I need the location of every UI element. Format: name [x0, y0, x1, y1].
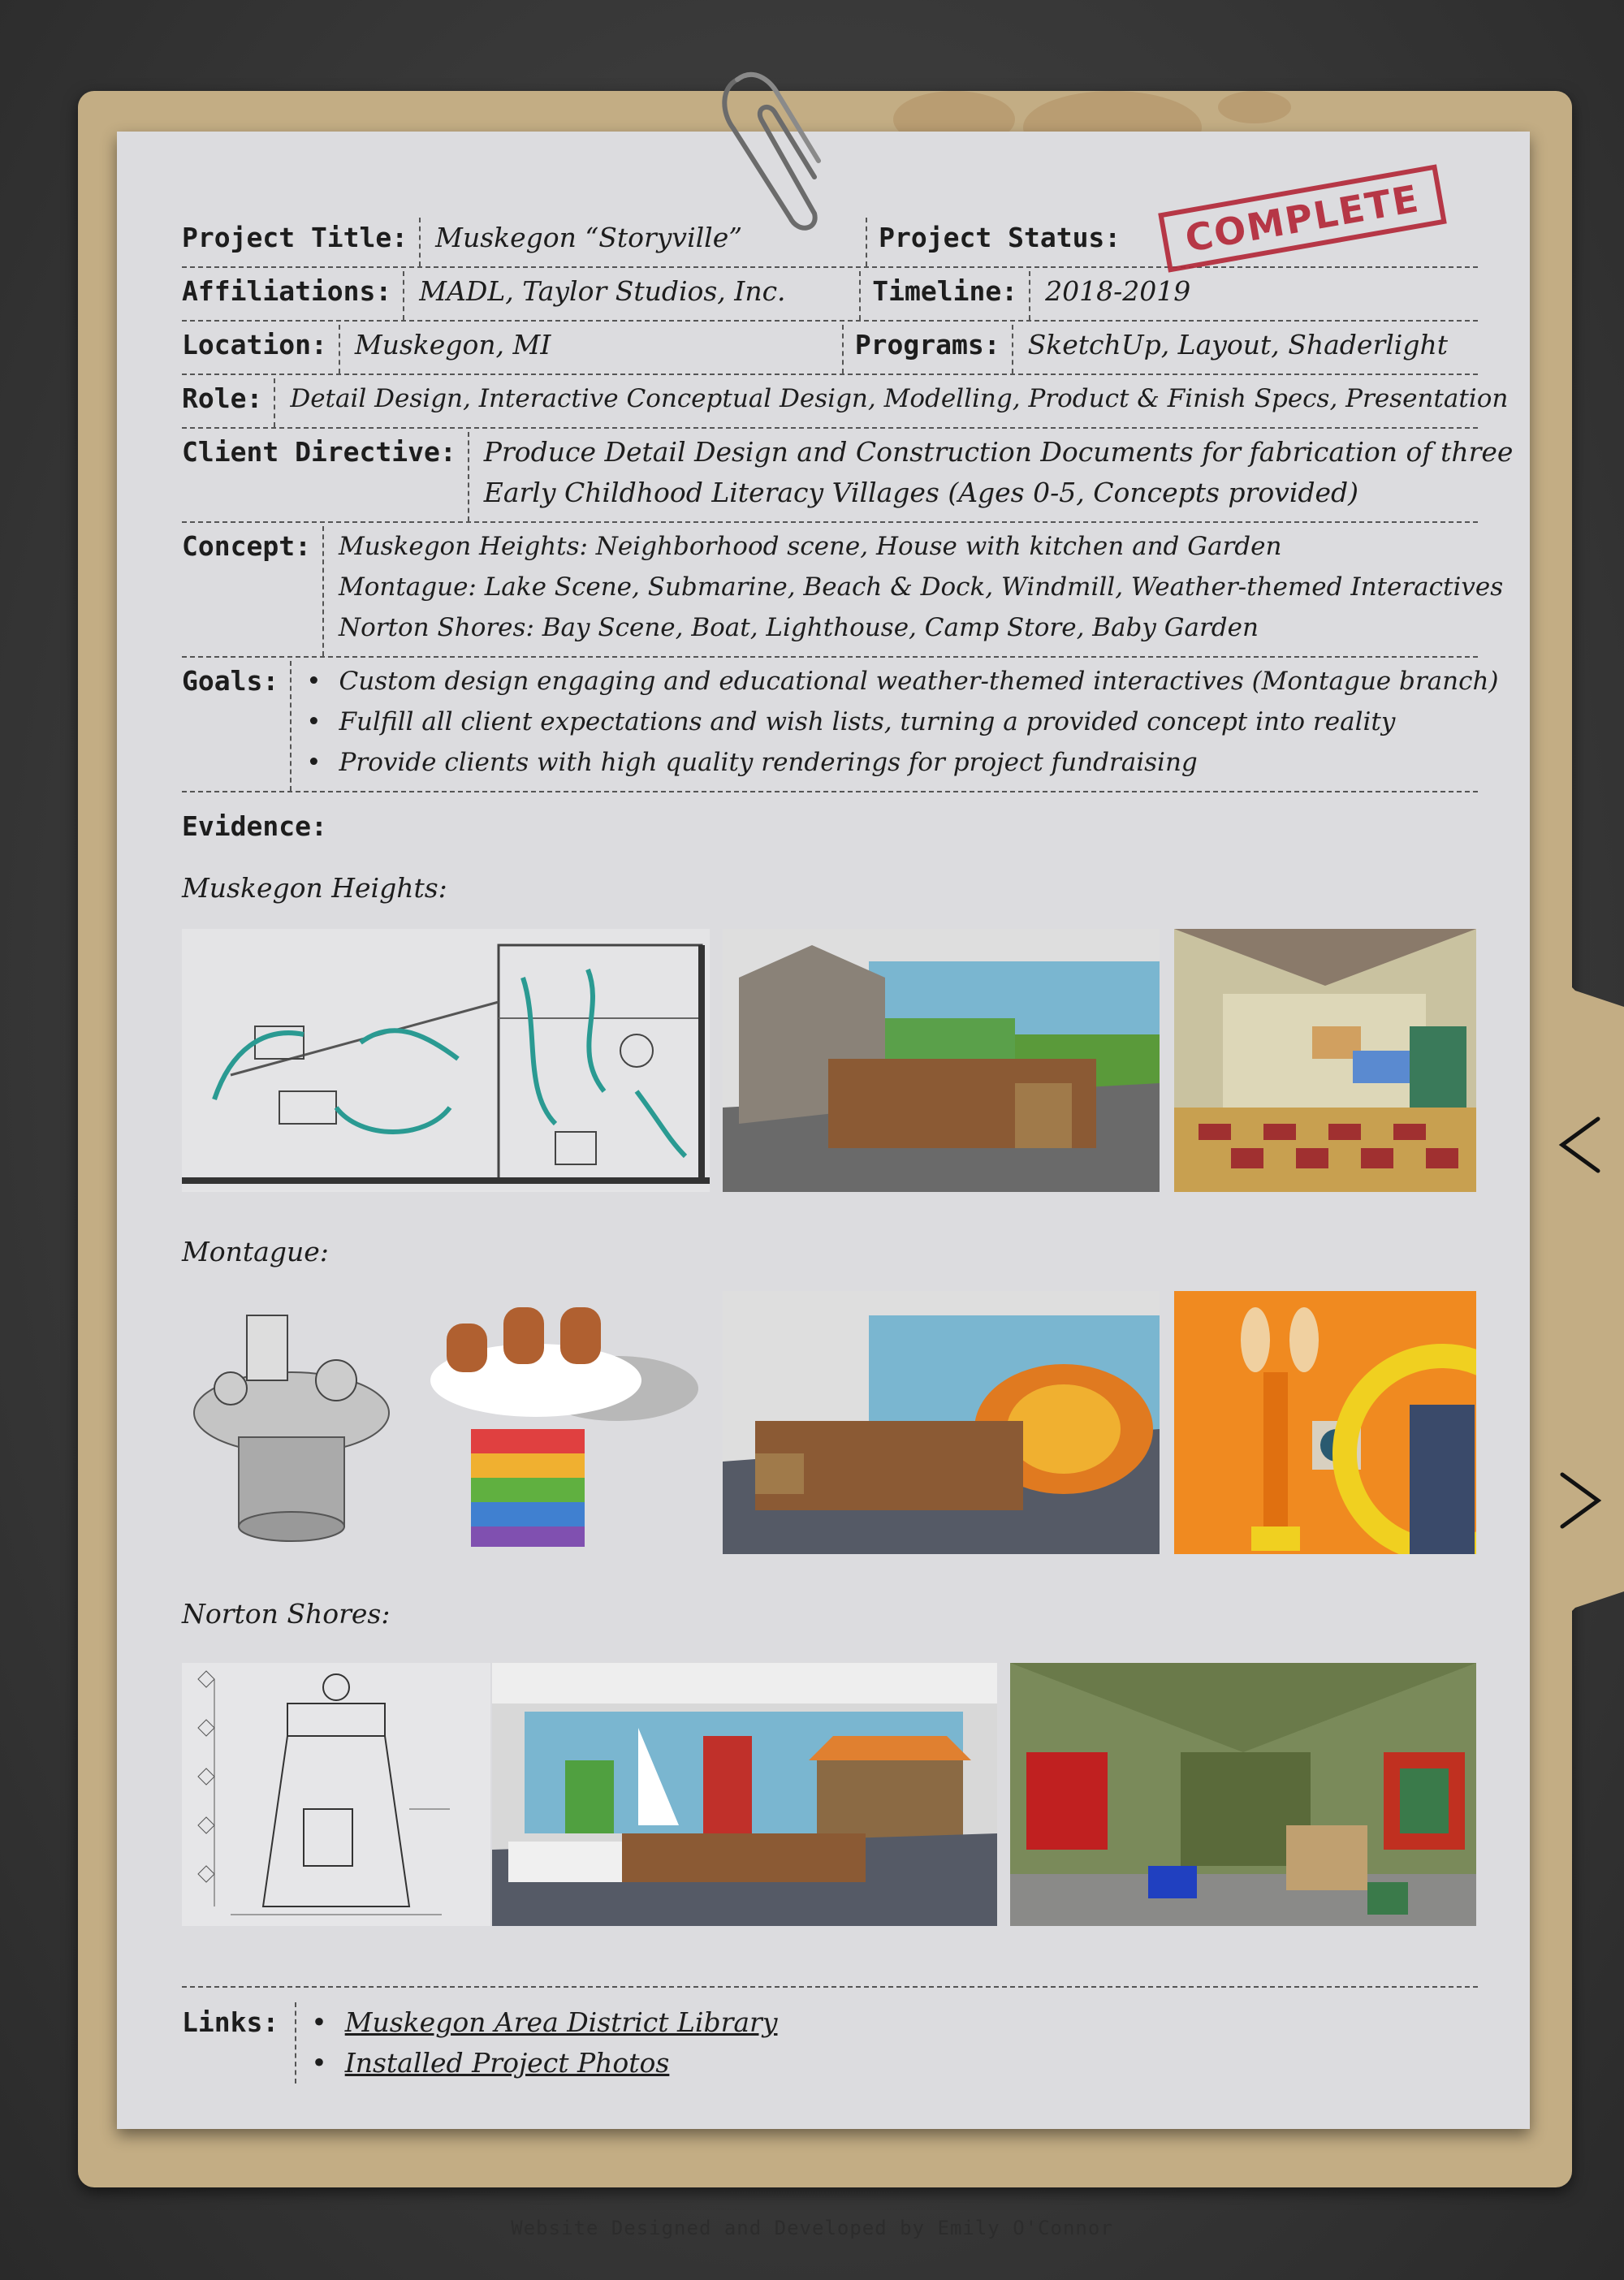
- role-row: [182, 378, 1509, 429]
- status-stamp: COMPLETE: [1158, 164, 1446, 272]
- goal-item: • Fulfill all client expectations and wish lists, turning a provided concept into reality: [306, 702, 1498, 742]
- project-title-value: Muskegon “Storyville”: [435, 222, 743, 253]
- folder-tab: [1543, 958, 1624, 1640]
- role-value: Detail Design, Interactive Conceptual Design, Modelling, Product & Finish Specs, Presentation: [290, 384, 1509, 413]
- concept-label: Concept:: [182, 526, 324, 656]
- concept-line: Muskegon Heights: Neighborhood scene, House with kitchen and Garden: [338, 532, 1282, 561]
- client-directive-row: [182, 432, 1514, 523]
- concept-line: Norton Shores: Bay Scene, Boat, Lighthouse, Camp Store, Baby Garden: [338, 613, 1259, 642]
- submarine-render-image[interactable]: [723, 1291, 1160, 1554]
- link-item: [311, 2002, 777, 2043]
- project-title-label: Project Title:: [182, 218, 421, 266]
- client-directive-label: Client Directive:: [182, 432, 469, 521]
- affiliations-label: Affiliations:: [182, 271, 404, 320]
- goals-label: Goals:: [182, 661, 292, 791]
- links-row: [182, 1986, 1478, 2084]
- programs-value: SketchUp, Layout, Shaderlight: [1027, 329, 1448, 361]
- lighthouse-drawing-image[interactable]: [182, 1663, 490, 1926]
- concept-row: [182, 526, 1504, 658]
- camp-store-interior-image[interactable]: [1010, 1663, 1476, 1926]
- floor-plan-image[interactable]: [182, 929, 710, 1192]
- goals-row: [182, 661, 1499, 792]
- programs-label: Programs:: [842, 325, 1013, 374]
- chevron-right-icon: [1556, 1470, 1605, 1531]
- affiliations-value: MADL, Taylor Studios, Inc.: [419, 275, 786, 307]
- next-button[interactable]: [1553, 1468, 1608, 1533]
- section-title-muskegon-heights: Muskegon Heights:: [182, 872, 447, 904]
- directive-line: Early Childhood Literacy Villages (Ages 0-5, Concepts provided): [483, 477, 1359, 508]
- goal-item: • Provide clients with high quality renderings for project fundraising: [306, 742, 1498, 783]
- links-list: [296, 2002, 777, 2084]
- directive-line: Produce Detail Design and Construction Documents for fabrication of three: [483, 436, 1514, 468]
- coffee-stain: [1218, 91, 1291, 123]
- concept-line: Montague: Lake Scene, Submarine, Beach & Dock, Windmill, Weather-themed Interactives: [338, 572, 1504, 602]
- library-link[interactable]: Muskegon Area District Library: [344, 2006, 778, 2038]
- evidence-heading: Evidence:: [182, 810, 327, 842]
- section-title-norton-shores: Norton Shores:: [182, 1598, 391, 1630]
- goals-list: [292, 661, 1498, 791]
- installed-photos-link[interactable]: Installed Project Photos: [344, 2047, 670, 2079]
- interactive-sketch-image[interactable]: [182, 1291, 401, 1554]
- bay-scene-render-image[interactable]: [492, 1663, 997, 1926]
- timeline-label: Timeline:: [859, 271, 1030, 320]
- section-title-montague: Montague:: [182, 1236, 329, 1267]
- client-directive-value: [469, 432, 1514, 521]
- goal-item: • Custom design engaging and educational weather-themed interactives (Montague branch): [306, 661, 1498, 702]
- affiliations-row: [182, 271, 1478, 322]
- concept-value: [324, 526, 1503, 656]
- submarine-interior-image[interactable]: [1174, 1291, 1476, 1554]
- chevron-left-icon: [1556, 1114, 1605, 1176]
- role-label: Role:: [182, 378, 275, 427]
- kitchen-render-image[interactable]: [1174, 929, 1476, 1192]
- footer-credit: Website Designed and Developed by Emily O'Connor: [511, 2217, 1113, 2239]
- link-item: [311, 2043, 777, 2084]
- timeline-value: 2018-2019: [1045, 275, 1191, 307]
- project-status-label: Project Status:: [866, 218, 1132, 266]
- paperclip-icon: [713, 63, 827, 242]
- location-label: Location:: [182, 325, 340, 374]
- previous-button[interactable]: [1553, 1112, 1608, 1177]
- links-label: Links:: [182, 2002, 296, 2084]
- location-row: [182, 325, 1478, 375]
- interactive-color-render-image[interactable]: [414, 1291, 706, 1554]
- location-value: Muskegon, MI: [354, 329, 551, 361]
- neighborhood-render-image[interactable]: [723, 929, 1160, 1192]
